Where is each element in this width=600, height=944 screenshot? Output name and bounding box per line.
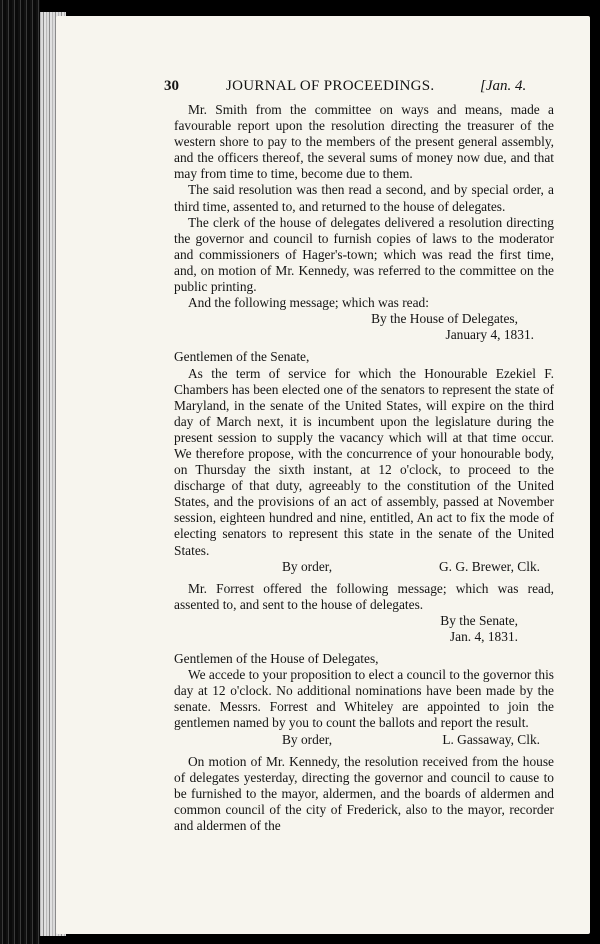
paragraph-message-intro: And the following message; which was read:: [188, 295, 429, 311]
message1-salutation: Gentlemen of the Senate,: [174, 349, 310, 365]
message2-signature-line: [174, 732, 554, 748]
message2-from: By the Senate,: [440, 612, 518, 628]
message1-signature-line: [174, 559, 554, 575]
message2-by-order: By order,: [282, 731, 333, 747]
message1-from: By the House of Delegates,: [371, 311, 518, 327]
message2-salutation: Gentlemen of the House of Delegates,: [174, 651, 379, 667]
message1-signature: G. G. Brewer, Clk.: [439, 558, 540, 574]
message2-date: Jan. 4, 1831.: [449, 629, 518, 644]
paragraph-resolution-read: The said resolution was then read a second, and by special order, a third time, assented to, and returned to the house of delegates.: [174, 182, 554, 214]
message1-by-order: By order,: [282, 558, 333, 574]
paragraph-committee-report: Mr. Smith from the committee on ways and means, made a favourable report upon the resolution directing the treasurer of the western shore to pay to the members of the present general assembly, and the officers thereof, the several sums of money now due, and that may from time to time, become due to them.: [174, 102, 554, 182]
message2-body: We accede to your proposition to elect a council to the governor this day at 12 o'clock. No additional nominations have been made by the senate. Messrs. Forrest and Whiteley are appointed to join the gentlemen named by you to count the ballots and report the result.: [174, 667, 554, 731]
running-date: [Jan. 4.: [480, 78, 527, 94]
binding-edge: [0, 0, 40, 944]
message1-body: As the term of service for which the Honourable Ezekiel F. Chambers has been elected one of the senators to represent the state of Maryland, in the senate of the United States, will expire on the third day of March next, it is incumbent upon the legislature during the present session to supply the vacancy which will at that time occur. We therefore propose, with the concurrence of your honourable body, on Thursday the sixth instant, at 12 o'clock, to proceed to the discharge of that duty, agreeably to the constitution of the United States, and the provisions of an act of assembly, passed at November session, eighteen hundred and nine, entitled, An act to fix the mode of electing senators to represent this state in the senate of the United States.: [174, 365, 554, 558]
running-title: JOURNAL OF PROCEEDINGS.: [226, 78, 435, 94]
paragraph-kennedy-motion: On motion of Mr. Kennedy, the resolution received from the house of delegates yesterday, directing the governor and council to cause to be furnished to the mayor, aldermen, and the boards of aldermen and common council of the city of Frederick, also to the mayor, recorder and aldermen of the: [174, 753, 554, 834]
page-text: [164, 72, 554, 834]
paragraph-clerk-resolution: The clerk of the house of delegates delivered a resolution directing the governor and council to furnish copies of laws to the moderator and commissioners of Hager's-town; which was read the first time, and, on motion of Mr. Kennedy, was referred to the committee on the public printing.: [174, 214, 554, 295]
paragraph-forrest-message: Mr. Forrest offered the following message; which was read, assented to, and sent to the house of delegates.: [174, 580, 554, 612]
message2-signature: L. Gassaway, Clk.: [442, 731, 540, 747]
message1-date: January 4, 1831.: [445, 327, 534, 343]
running-header: [164, 72, 554, 102]
page-number: 30: [164, 78, 179, 94]
